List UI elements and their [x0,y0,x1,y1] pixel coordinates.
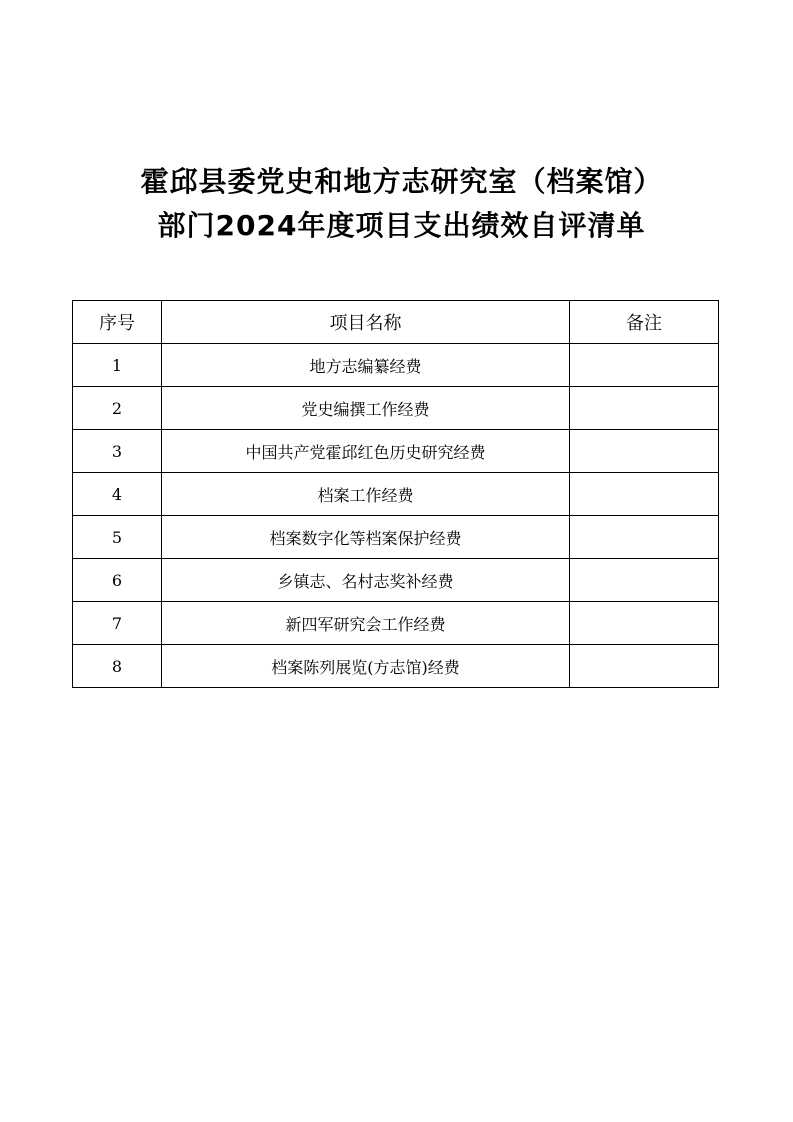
cell-note [570,645,719,688]
cell-project-name: 乡镇志、名村志奖补经费 [162,559,570,602]
cell-seq: 3 [73,430,162,473]
title-line-1: 霍邱县委党史和地方志研究室（档案馆） [140,165,663,198]
project-list-table [72,300,719,688]
cell-project-name: 档案工作经费 [162,473,570,516]
title-line-2: 部门2024年度项目支出绩效自评清单 [157,209,646,242]
cell-note [570,344,719,387]
cell-seq: 8 [73,645,162,688]
table-row [73,559,719,602]
cell-seq: 1 [73,344,162,387]
table-row [73,473,719,516]
header-note: 备注 [570,301,719,344]
cell-note [570,430,719,473]
cell-seq: 7 [73,602,162,645]
header-project-name: 项目名称 [162,301,570,344]
table-row [73,516,719,559]
header-seq: 序号 [73,301,162,344]
document-title [0,160,793,248]
cell-seq: 4 [73,473,162,516]
cell-project-name: 档案数字化等档案保护经费 [162,516,570,559]
cell-seq: 5 [73,516,162,559]
cell-seq: 2 [73,387,162,430]
table-header-row [73,301,719,344]
cell-note [570,387,719,430]
cell-note [570,473,719,516]
table-row [73,430,719,473]
cell-note [570,559,719,602]
cell-project-name: 新四军研究会工作经费 [162,602,570,645]
table-row [73,645,719,688]
cell-note [570,516,719,559]
table-row [73,344,719,387]
cell-project-name: 档案陈列展览(方志馆)经费 [162,645,570,688]
cell-project-name: 地方志编纂经费 [162,344,570,387]
cell-note [570,602,719,645]
cell-project-name: 党史编撰工作经费 [162,387,570,430]
table-row [73,387,719,430]
cell-project-name: 中国共产党霍邱红色历史研究经费 [162,430,570,473]
cell-seq: 6 [73,559,162,602]
table-row [73,602,719,645]
